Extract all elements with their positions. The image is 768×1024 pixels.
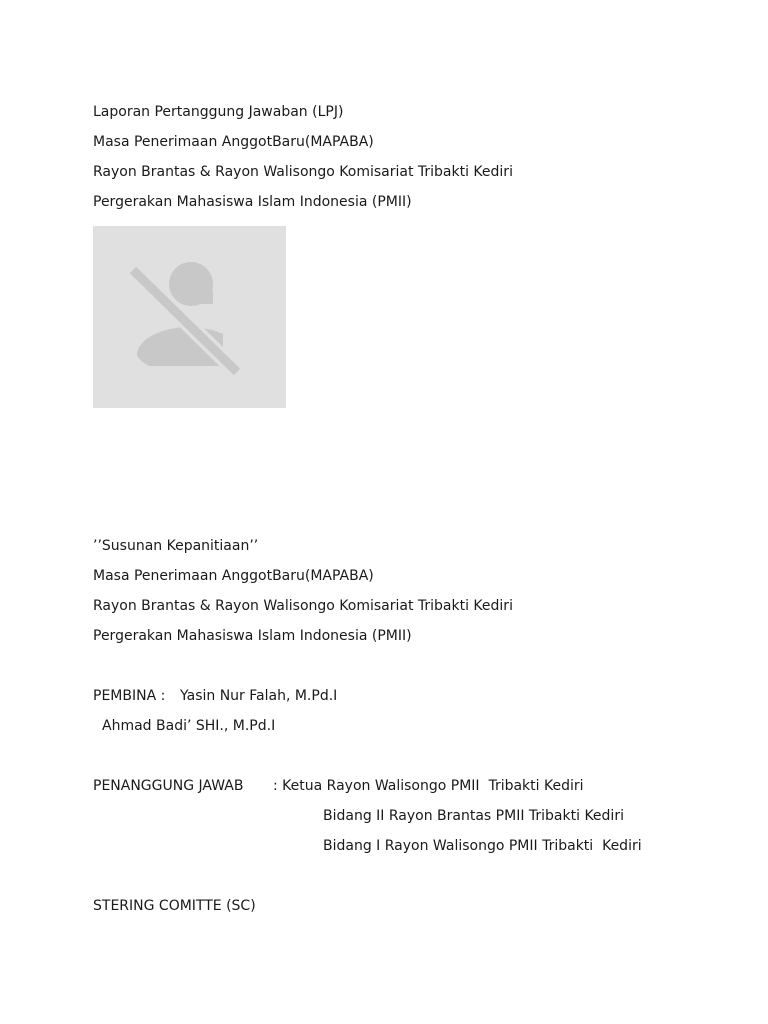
committee-title: ’’Susunan Kepanitiaan’’ xyxy=(93,538,259,554)
pembina-name-2: Ahmad Badi’ SHI., M.Pd.I xyxy=(102,718,276,734)
committee-event-name: Masa Penerimaan AnggotBaru(MAPABA) xyxy=(93,568,374,584)
penanggung-jawab-label: PENANGGUNG JAWAB xyxy=(93,778,244,794)
penanggung-jawab-entry-2: Bidang II Rayon Brantas PMII Tribakti Kediri xyxy=(323,808,624,824)
committee-organization-name: Pergerakan Mahasiswa Islam Indonesia (PMII) xyxy=(93,628,412,644)
pembina-label: PEMBINA : xyxy=(93,688,166,704)
penanggung-jawab-entry-3: Bidang I Rayon Walisongo PMII Tribakti Kediri xyxy=(323,838,642,854)
pembina-name-1: Yasin Nur Falah, M.Pd.I xyxy=(180,688,338,704)
penanggung-jawab-entry-1: : Ketua Rayon Walisongo PMII Tribakti Kediri xyxy=(273,778,584,794)
steering-committee-label: STERING COMITTE (SC) xyxy=(93,898,256,914)
broken-image-icon xyxy=(93,226,286,408)
organizer-rayon: Rayon Brantas & Rayon Walisongo Komisariat Tribakti Kediri xyxy=(93,164,513,180)
image-placeholder xyxy=(93,226,286,408)
organization-name: Pergerakan Mahasiswa Islam Indonesia (PMII) xyxy=(93,194,412,210)
report-title: Laporan Pertanggung Jawaban (LPJ) xyxy=(93,104,344,120)
committee-organizer-rayon: Rayon Brantas & Rayon Walisongo Komisariat Tribakti Kediri xyxy=(93,598,513,614)
event-name: Masa Penerimaan AnggotBaru(MAPABA) xyxy=(93,134,374,150)
